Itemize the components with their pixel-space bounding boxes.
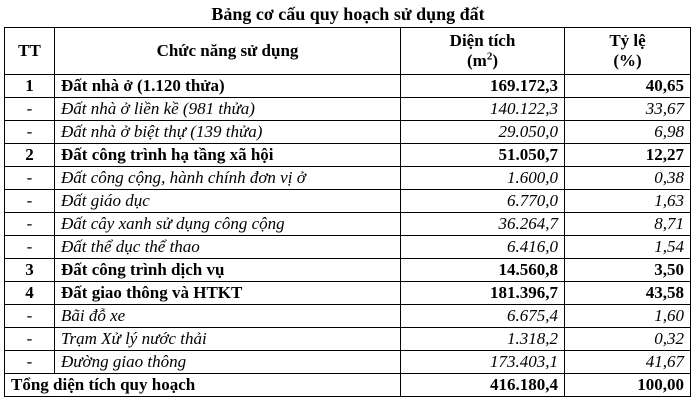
row-ratio: 3,50 [565, 259, 691, 282]
header-ratio-unit: (%) [613, 51, 642, 70]
header-tt: TT [5, 28, 55, 75]
total-area: 416.180,4 [401, 374, 565, 397]
row-name: Đất nhà ở biệt thự (139 thửa) [55, 121, 401, 144]
header-area-unit-sup: 2 [486, 50, 493, 63]
row-ratio: 1,60 [565, 305, 691, 328]
table-row [5, 213, 691, 236]
row-tt: - [5, 121, 55, 144]
row-area: 169.172,3 [401, 75, 565, 98]
row-area: 6.675,4 [401, 305, 565, 328]
row-name: Đất công trình hạ tầng xã hội [55, 144, 401, 167]
table-row [5, 121, 691, 144]
row-area: 51.050,7 [401, 144, 565, 167]
total-ratio: 100,00 [565, 374, 691, 397]
row-tt: - [5, 351, 55, 374]
table-row [5, 167, 691, 190]
row-tt: - [5, 236, 55, 259]
table-row [5, 328, 691, 351]
row-name: Đường giao thông [55, 351, 401, 374]
row-tt: - [5, 213, 55, 236]
row-name: Bãi đỗ xe [55, 305, 401, 328]
row-area: 14.560,8 [401, 259, 565, 282]
row-area: 173.403,1 [401, 351, 565, 374]
table-row [5, 282, 691, 305]
total-label: Tổng diện tích quy hoạch [5, 374, 401, 397]
table-row [5, 236, 691, 259]
header-row [5, 28, 691, 75]
row-ratio: 6,98 [565, 121, 691, 144]
row-tt: 4 [5, 282, 55, 305]
header-area-label: Diện tích [449, 31, 516, 50]
row-ratio: 1,54 [565, 236, 691, 259]
land-use-table [4, 27, 691, 397]
header-ratio [565, 28, 691, 75]
table-title: Bảng cơ cấu quy hoạch sử dụng đất [211, 4, 485, 24]
table-row [5, 305, 691, 328]
row-ratio: 33,67 [565, 98, 691, 121]
row-ratio: 41,67 [565, 351, 691, 374]
row-tt: - [5, 98, 55, 121]
row-name: Đất cây xanh sử dụng công cộng [55, 213, 401, 236]
row-name: Đất công cộng, hành chính đơn vị ở [55, 167, 401, 190]
table-row [5, 98, 691, 121]
row-ratio: 0,32 [565, 328, 691, 351]
row-area: 6.770,0 [401, 190, 565, 213]
row-area: 181.396,7 [401, 282, 565, 305]
header-area-unit-pre: (m [467, 51, 487, 70]
row-tt: 1 [5, 75, 55, 98]
total-row [5, 374, 691, 397]
row-area: 140.122,3 [401, 98, 565, 121]
row-tt: 2 [5, 144, 55, 167]
row-ratio: 43,58 [565, 282, 691, 305]
row-area: 36.264,7 [401, 213, 565, 236]
row-area: 1.600,0 [401, 167, 565, 190]
row-name: Đất nhà ở liền kề (981 thửa) [55, 98, 401, 121]
row-name: Đất giáo dục [55, 190, 401, 213]
table-row [5, 190, 691, 213]
row-tt: - [5, 328, 55, 351]
row-tt: 3 [5, 259, 55, 282]
row-name: Đất nhà ở (1.120 thửa) [55, 75, 401, 98]
row-area: 6.416,0 [401, 236, 565, 259]
table-row [5, 144, 691, 167]
header-area [401, 28, 565, 75]
row-tt: - [5, 167, 55, 190]
row-ratio: 12,27 [565, 144, 691, 167]
table-row [5, 259, 691, 282]
row-tt: - [5, 190, 55, 213]
row-ratio: 40,65 [565, 75, 691, 98]
table-row [5, 351, 691, 374]
row-name: Đất thể dục thể thao [55, 236, 401, 259]
row-name: Đất công trình dịch vụ [55, 259, 401, 282]
row-area: 29.050,0 [401, 121, 565, 144]
header-area-unit-post: ) [492, 51, 498, 70]
row-ratio: 1,63 [565, 190, 691, 213]
header-function: Chức năng sử dụng [55, 28, 401, 75]
table-row [5, 75, 691, 98]
row-ratio: 8,71 [565, 213, 691, 236]
header-ratio-label: Tỷ lệ [609, 31, 646, 50]
row-tt: - [5, 305, 55, 328]
row-ratio: 0,38 [565, 167, 691, 190]
row-name: Đất giao thông và HTKT [55, 282, 401, 305]
row-area: 1.318,2 [401, 328, 565, 351]
row-name: Trạm Xử lý nước thải [55, 328, 401, 351]
